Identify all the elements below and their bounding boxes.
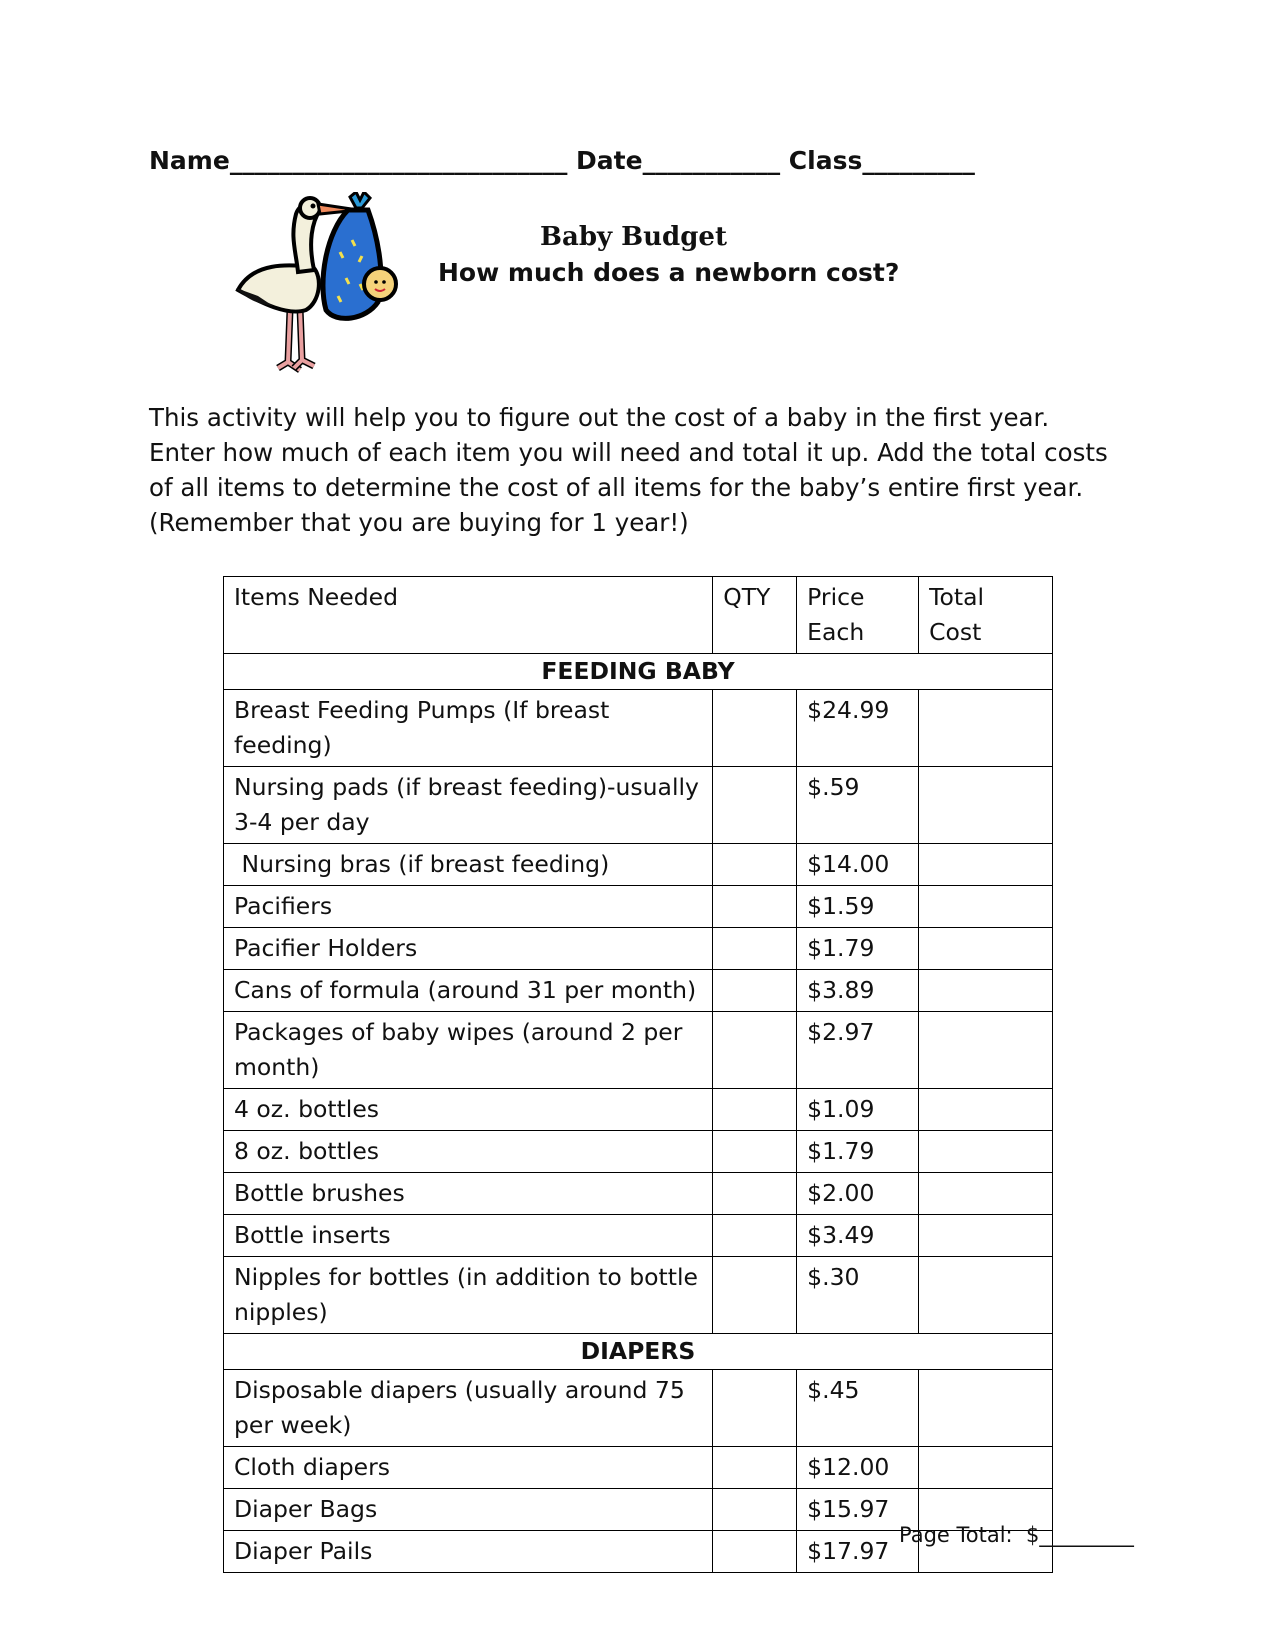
section-row xyxy=(224,654,1053,690)
table-row xyxy=(224,1257,1053,1334)
total-cost-cell[interactable] xyxy=(919,690,1053,767)
price-each-cell: $14.00 xyxy=(797,844,919,886)
table-row xyxy=(224,1447,1053,1489)
table-row xyxy=(224,1215,1053,1257)
qty-cell[interactable] xyxy=(713,1257,797,1334)
instructions xyxy=(149,400,1109,540)
item-name-cell: Diaper Pails xyxy=(224,1531,713,1573)
total-cost-cell[interactable] xyxy=(919,928,1053,970)
item-name-cell: Nursing bras (if breast feeding) xyxy=(224,844,713,886)
item-name-cell: Diaper Bags xyxy=(224,1489,713,1531)
header-items-needed: Items Needed xyxy=(224,577,713,654)
qty-cell[interactable] xyxy=(713,886,797,928)
section-title: FEEDING BABY xyxy=(224,654,1053,690)
item-name-cell: Pacifiers xyxy=(224,886,713,928)
qty-cell[interactable] xyxy=(713,844,797,886)
total-cost-cell[interactable] xyxy=(919,1089,1053,1131)
qty-cell[interactable] xyxy=(713,1089,797,1131)
header-qty: QTY xyxy=(713,577,797,654)
price-each-cell: $.30 xyxy=(797,1257,919,1334)
total-cost-cell[interactable] xyxy=(919,1370,1053,1447)
item-name-cell: 4 oz. bottles xyxy=(224,1089,713,1131)
item-name-cell: Cans of formula (around 31 per month) xyxy=(224,970,713,1012)
header-total-cost: Total Cost xyxy=(919,577,1053,654)
qty-cell[interactable] xyxy=(713,1489,797,1531)
price-each-cell: $1.09 xyxy=(797,1089,919,1131)
table-row xyxy=(224,928,1053,970)
date-label: Date xyxy=(576,146,643,175)
price-each-cell: $3.89 xyxy=(797,970,919,1012)
section-title: DIAPERS xyxy=(224,1334,1053,1370)
name-field[interactable]: ___________________________ xyxy=(229,146,568,175)
item-name-cell: Pacifier Holders xyxy=(224,928,713,970)
total-cost-cell[interactable] xyxy=(919,1257,1053,1334)
page-subtitle: How much does a newborn cost? xyxy=(438,258,900,287)
price-each-cell: $2.00 xyxy=(797,1173,919,1215)
qty-cell[interactable] xyxy=(713,928,797,970)
item-name-cell: Disposable diapers (usually around 75 per week) xyxy=(224,1370,713,1447)
total-cost-cell[interactable] xyxy=(919,970,1053,1012)
item-name-cell: Nursing pads (if breast feeding)-usually 3-4 per day xyxy=(224,767,713,844)
table-row xyxy=(224,1173,1053,1215)
price-each-cell: $2.97 xyxy=(797,1012,919,1089)
table-row xyxy=(224,1012,1053,1089)
qty-cell[interactable] xyxy=(713,1173,797,1215)
qty-cell[interactable] xyxy=(713,767,797,844)
stork-carrying-baby-icon xyxy=(228,192,418,387)
price-each-cell: $17.97 xyxy=(797,1531,919,1573)
total-cost-cell[interactable] xyxy=(919,844,1053,886)
price-each-cell: $24.99 xyxy=(797,690,919,767)
table-row xyxy=(224,767,1053,844)
price-each-cell: $1.79 xyxy=(797,1131,919,1173)
qty-cell[interactable] xyxy=(713,970,797,1012)
item-name-cell: Cloth diapers xyxy=(224,1447,713,1489)
header-price-each: Price Each xyxy=(797,577,919,654)
item-name-cell: Packages of baby wipes (around 2 per month) xyxy=(224,1012,713,1089)
qty-cell[interactable] xyxy=(713,1370,797,1447)
table-header-row xyxy=(224,577,1053,654)
page-total xyxy=(899,1523,1134,1547)
page-total-label: Page Total: xyxy=(899,1523,1013,1547)
table-row xyxy=(224,844,1053,886)
total-cost-cell[interactable] xyxy=(919,767,1053,844)
date-field[interactable]: ___________ xyxy=(642,146,781,175)
total-cost-cell[interactable] xyxy=(919,1131,1053,1173)
name-label: Name xyxy=(149,146,230,175)
item-name-cell: Nipples for bottles (in addition to bottle nipples) xyxy=(224,1257,713,1334)
table-row xyxy=(224,1131,1053,1173)
qty-cell[interactable] xyxy=(713,1012,797,1089)
price-each-cell: $15.97 xyxy=(797,1489,919,1531)
qty-cell[interactable] xyxy=(713,1215,797,1257)
item-name-cell: 8 oz. bottles xyxy=(224,1131,713,1173)
total-cost-cell[interactable] xyxy=(919,1173,1053,1215)
price-each-cell: $.45 xyxy=(797,1370,919,1447)
item-name-cell: Bottle brushes xyxy=(224,1173,713,1215)
price-each-cell: $.59 xyxy=(797,767,919,844)
class-field[interactable]: _________ xyxy=(862,146,975,175)
table-row xyxy=(224,690,1053,767)
qty-cell[interactable] xyxy=(713,1447,797,1489)
item-name-cell: Bottle inserts xyxy=(224,1215,713,1257)
price-each-cell: $1.59 xyxy=(797,886,919,928)
total-cost-cell[interactable] xyxy=(919,1215,1053,1257)
class-label: Class xyxy=(788,146,863,175)
price-each-cell: $3.49 xyxy=(797,1215,919,1257)
instructions-text: This activity will help you to figure out the cost of a baby in the first year. Enter how much of each item you will need and total it up. Add the total costs of all items to determine the cost of all items for the baby’s entire first year. (Remember that you are buying for 1 year!) xyxy=(149,403,1108,537)
qty-cell[interactable] xyxy=(713,1131,797,1173)
qty-cell[interactable] xyxy=(713,1531,797,1573)
table-row xyxy=(224,970,1053,1012)
total-cost-cell[interactable] xyxy=(919,886,1053,928)
total-cost-cell[interactable] xyxy=(919,1012,1053,1089)
header-fields xyxy=(149,146,975,175)
total-cost-cell[interactable] xyxy=(919,1447,1053,1489)
qty-cell[interactable] xyxy=(713,690,797,767)
budget-table-body xyxy=(224,654,1053,1573)
price-each-cell: $12.00 xyxy=(797,1447,919,1489)
item-name-cell: Breast Feeding Pumps (If breast feeding) xyxy=(224,690,713,767)
table-row xyxy=(224,886,1053,928)
budget-table xyxy=(223,576,1053,1573)
table-row xyxy=(224,1370,1053,1447)
section-row xyxy=(224,1334,1053,1370)
page-title: Baby Budget xyxy=(540,222,727,252)
table-row xyxy=(224,1089,1053,1131)
price-each-cell: $1.79 xyxy=(797,928,919,970)
page-total-field[interactable]: $_________ xyxy=(1026,1523,1134,1547)
